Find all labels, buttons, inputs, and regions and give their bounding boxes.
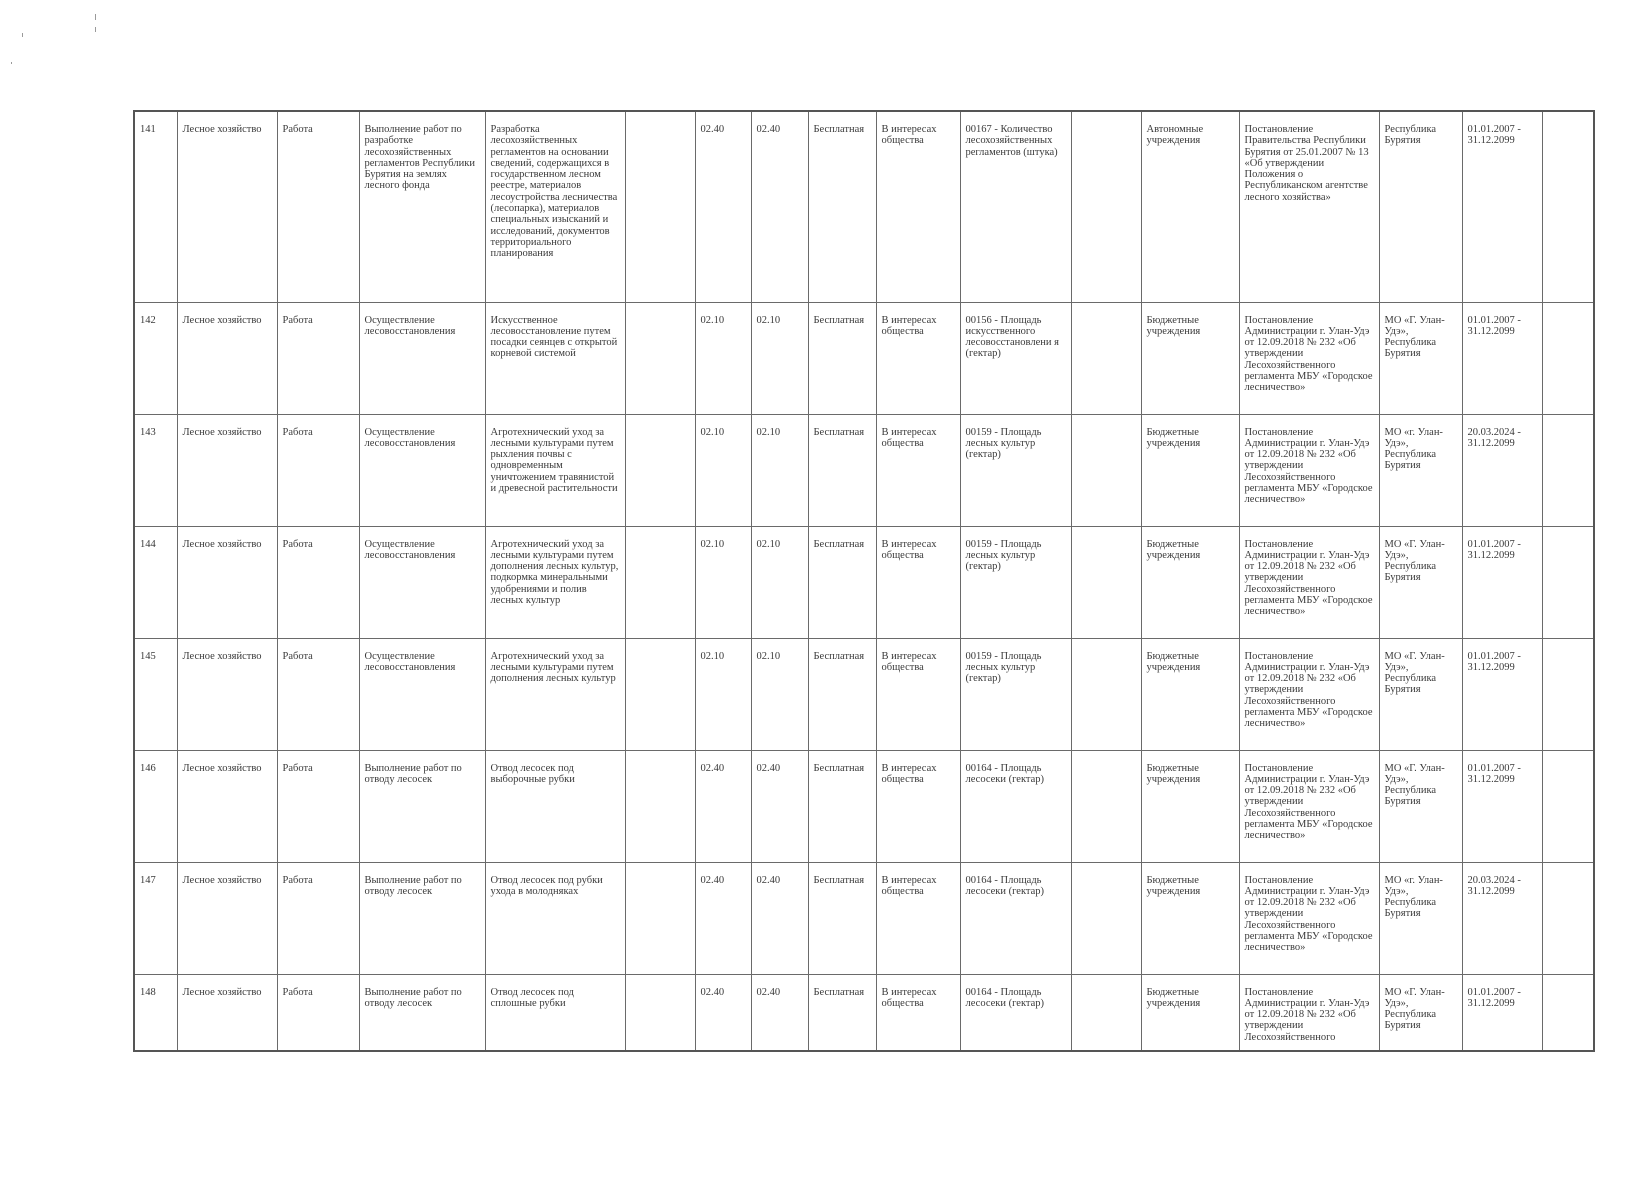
institution-type-cell: Бюджетные учреждения bbox=[1141, 974, 1239, 1051]
empty-cell bbox=[1542, 526, 1594, 638]
payment-cell: Бесплатная bbox=[808, 414, 876, 526]
empty-cell bbox=[1071, 414, 1141, 526]
legal-act-cell: Постановление Правительства Республики Бурятия от 25.01.2007 № 13 «Об утверждении Положения о Республиканском агентстве лесного хозяйства» bbox=[1239, 111, 1379, 302]
table-row bbox=[134, 862, 1594, 974]
empty-cell bbox=[1071, 750, 1141, 862]
institution-type-cell: Бюджетные учреждения bbox=[1141, 862, 1239, 974]
legal-act-cell: Постановление Администрации г. Улан-Удэ от 12.09.2018 № 232 «Об утверждении Лесохозяйственного bbox=[1239, 974, 1379, 1051]
kind-cell: Работа bbox=[277, 414, 359, 526]
period-cell: 01.01.2007 - 31.12.2099 bbox=[1462, 302, 1542, 414]
founder-cell: МО «Г. Улан-Удэ», Республика Бурятия bbox=[1379, 526, 1462, 638]
payment-cell: Бесплатная bbox=[808, 526, 876, 638]
empty-cell bbox=[1542, 111, 1594, 302]
code-cell: 02.40 bbox=[695, 974, 751, 1051]
empty-cell bbox=[625, 526, 695, 638]
sector-cell: Лесное хозяйство bbox=[177, 302, 277, 414]
content-cell: Отвод лесосек под выборочные рубки bbox=[485, 750, 625, 862]
kind-cell: Работа bbox=[277, 111, 359, 302]
code-cell: 02.40 bbox=[751, 111, 808, 302]
period-cell: 20.03.2024 - 31.12.2099 bbox=[1462, 414, 1542, 526]
table-row bbox=[134, 414, 1594, 526]
payment-cell: Бесплатная bbox=[808, 862, 876, 974]
period-cell: 01.01.2007 - 31.12.2099 bbox=[1462, 526, 1542, 638]
row-number: 144 bbox=[134, 526, 177, 638]
kind-cell: Работа bbox=[277, 750, 359, 862]
content-cell: Агротехнический уход за лесными культурами путем рыхления почвы с одновременным уничтожением травянистой и древесной растительности bbox=[485, 414, 625, 526]
scan-speck bbox=[22, 33, 23, 37]
sector-cell: Лесное хозяйство bbox=[177, 526, 277, 638]
code-cell: 02.10 bbox=[695, 302, 751, 414]
consumer-cell: В интересах общества bbox=[876, 750, 960, 862]
service-name-cell: Выполнение работ по отводу лесосек bbox=[359, 974, 485, 1051]
sector-cell: Лесное хозяйство bbox=[177, 111, 277, 302]
empty-cell bbox=[1542, 302, 1594, 414]
consumer-cell: В интересах общества bbox=[876, 414, 960, 526]
row-number: 143 bbox=[134, 414, 177, 526]
kind-cell: Работа bbox=[277, 526, 359, 638]
code-cell: 02.40 bbox=[751, 974, 808, 1051]
sector-cell: Лесное хозяйство bbox=[177, 974, 277, 1051]
code-cell: 02.10 bbox=[751, 414, 808, 526]
row-number: 141 bbox=[134, 111, 177, 302]
consumer-cell: В интересах общества bbox=[876, 862, 960, 974]
founder-cell: МО «г. Улан-Удэ», Республика Бурятия bbox=[1379, 862, 1462, 974]
consumer-cell: В интересах общества bbox=[876, 974, 960, 1051]
table-row bbox=[134, 526, 1594, 638]
scan-speck bbox=[95, 27, 96, 32]
legal-act-cell: Постановление Администрации г. Улан-Удэ от 12.09.2018 № 232 «Об утверждении Лесохозяйственного регламента МБУ «Городское лесничество» bbox=[1239, 302, 1379, 414]
payment-cell: Бесплатная bbox=[808, 302, 876, 414]
founder-cell: Республика Бурятия bbox=[1379, 111, 1462, 302]
table-row bbox=[134, 302, 1594, 414]
institution-type-cell: Бюджетные учреждения bbox=[1141, 638, 1239, 750]
table-body bbox=[134, 111, 1594, 1051]
row-number: 145 bbox=[134, 638, 177, 750]
legal-act-cell: Постановление Администрации г. Улан-Удэ от 12.09.2018 № 232 «Об утверждении Лесохозяйственного регламента МБУ «Городское лесничество» bbox=[1239, 638, 1379, 750]
row-number: 147 bbox=[134, 862, 177, 974]
service-name-cell: Выполнение работ по отводу лесосек bbox=[359, 750, 485, 862]
institution-type-cell: Бюджетные учреждения bbox=[1141, 302, 1239, 414]
consumer-cell: В интересах общества bbox=[876, 526, 960, 638]
founder-cell: МО «Г. Улан-Удэ», Республика Бурятия bbox=[1379, 974, 1462, 1051]
institution-type-cell: Бюджетные учреждения bbox=[1141, 526, 1239, 638]
period-cell: 20.03.2024 - 31.12.2099 bbox=[1462, 862, 1542, 974]
payment-cell: Бесплатная bbox=[808, 111, 876, 302]
institution-type-cell: Бюджетные учреждения bbox=[1141, 750, 1239, 862]
period-cell: 01.01.2007 - 31.12.2099 bbox=[1462, 974, 1542, 1051]
service-name-cell: Осуществление лесовосстановления bbox=[359, 414, 485, 526]
service-name-cell: Осуществление лесовосстановления bbox=[359, 302, 485, 414]
empty-cell bbox=[1542, 638, 1594, 750]
legal-act-cell: Постановление Администрации г. Улан-Удэ от 12.09.2018 № 232 «Об утверждении Лесохозяйственного регламента МБУ «Городское лесничество» bbox=[1239, 526, 1379, 638]
empty-cell bbox=[1542, 750, 1594, 862]
services-register-table bbox=[133, 110, 1595, 1052]
row-number: 146 bbox=[134, 750, 177, 862]
founder-cell: МО «г. Улан-Удэ», Республика Бурятия bbox=[1379, 414, 1462, 526]
kind-cell: Работа bbox=[277, 862, 359, 974]
legal-act-cell: Постановление Администрации г. Улан-Удэ от 12.09.2018 № 232 «Об утверждении Лесохозяйственного регламента МБУ «Городское лесничество» bbox=[1239, 862, 1379, 974]
content-cell: Отвод лесосек под рубки ухода в молодняках bbox=[485, 862, 625, 974]
table-row bbox=[134, 750, 1594, 862]
empty-cell bbox=[625, 414, 695, 526]
legal-act-cell: Постановление Администрации г. Улан-Удэ от 12.09.2018 № 232 «Об утверждении Лесохозяйственного регламента МБУ «Городское лесничество» bbox=[1239, 750, 1379, 862]
indicator-cell: 00156 - Площадь искусственного лесовосстановлени я (гектар) bbox=[960, 302, 1071, 414]
content-cell: Агротехнический уход за лесными культурами путем дополнения лесных культур bbox=[485, 638, 625, 750]
table-row bbox=[134, 111, 1594, 302]
indicator-cell: 00164 - Площадь лесосеки (гектар) bbox=[960, 750, 1071, 862]
kind-cell: Работа bbox=[277, 974, 359, 1051]
indicator-cell: 00164 - Площадь лесосеки (гектар) bbox=[960, 862, 1071, 974]
row-number: 148 bbox=[134, 974, 177, 1051]
code-cell: 02.40 bbox=[751, 750, 808, 862]
consumer-cell: В интересах общества bbox=[876, 638, 960, 750]
empty-cell bbox=[625, 974, 695, 1051]
content-cell: Разработка лесохозяйственных регламентов на основании сведений, содержащихся в государственном лесном реестре, материалов лесоустройства лесничества (лесопарка), материалов специальных изысканий и исследований, документов территориального планирования bbox=[485, 111, 625, 302]
service-name-cell: Выполнение работ по отводу лесосек bbox=[359, 862, 485, 974]
indicator-cell: 00159 - Площадь лесных культур (гектар) bbox=[960, 414, 1071, 526]
empty-cell bbox=[625, 302, 695, 414]
content-cell: Искусственное лесовосстановление путем посадки сеянцев с открытой корневой системой bbox=[485, 302, 625, 414]
empty-cell bbox=[1071, 862, 1141, 974]
code-cell: 02.10 bbox=[695, 526, 751, 638]
scan-speck bbox=[11, 62, 12, 64]
empty-cell bbox=[1071, 302, 1141, 414]
legal-act-cell: Постановление Администрации г. Улан-Удэ от 12.09.2018 № 232 «Об утверждении Лесохозяйственного регламента МБУ «Городское лесничество» bbox=[1239, 414, 1379, 526]
period-cell: 01.01.2007 - 31.12.2099 bbox=[1462, 111, 1542, 302]
content-cell: Отвод лесосек под сплошные рубки bbox=[485, 974, 625, 1051]
period-cell: 01.01.2007 - 31.12.2099 bbox=[1462, 638, 1542, 750]
kind-cell: Работа bbox=[277, 638, 359, 750]
empty-cell bbox=[1071, 974, 1141, 1051]
empty-cell bbox=[1542, 862, 1594, 974]
code-cell: 02.10 bbox=[695, 414, 751, 526]
service-name-cell: Осуществление лесовосстановления bbox=[359, 526, 485, 638]
table-row bbox=[134, 974, 1594, 1051]
code-cell: 02.10 bbox=[751, 302, 808, 414]
code-cell: 02.40 bbox=[751, 862, 808, 974]
period-cell: 01.01.2007 - 31.12.2099 bbox=[1462, 750, 1542, 862]
founder-cell: МО «Г. Улан-Удэ», Республика Бурятия bbox=[1379, 750, 1462, 862]
sector-cell: Лесное хозяйство bbox=[177, 638, 277, 750]
row-number: 142 bbox=[134, 302, 177, 414]
service-name-cell: Выполнение работ по разработке лесохозяйственных регламентов Республики Бурятия на землях лесного фонда bbox=[359, 111, 485, 302]
empty-cell bbox=[1542, 414, 1594, 526]
consumer-cell: В интересах общества bbox=[876, 111, 960, 302]
institution-type-cell: Бюджетные учреждения bbox=[1141, 414, 1239, 526]
empty-cell bbox=[1071, 526, 1141, 638]
code-cell: 02.40 bbox=[695, 862, 751, 974]
payment-cell: Бесплатная bbox=[808, 750, 876, 862]
table-row bbox=[134, 638, 1594, 750]
sector-cell: Лесное хозяйство bbox=[177, 414, 277, 526]
founder-cell: МО «Г. Улан-Удэ», Республика Бурятия bbox=[1379, 638, 1462, 750]
code-cell: 02.10 bbox=[695, 638, 751, 750]
code-cell: 02.40 bbox=[695, 750, 751, 862]
sector-cell: Лесное хозяйство bbox=[177, 862, 277, 974]
indicator-cell: 00164 - Площадь лесосеки (гектар) bbox=[960, 974, 1071, 1051]
empty-cell bbox=[625, 862, 695, 974]
institution-type-cell: Автономные учреждения bbox=[1141, 111, 1239, 302]
empty-cell bbox=[625, 111, 695, 302]
scan-speck bbox=[95, 14, 96, 20]
indicator-cell: 00159 - Площадь лесных культур (гектар) bbox=[960, 638, 1071, 750]
payment-cell: Бесплатная bbox=[808, 638, 876, 750]
empty-cell bbox=[1542, 974, 1594, 1051]
sector-cell: Лесное хозяйство bbox=[177, 750, 277, 862]
empty-cell bbox=[625, 750, 695, 862]
code-cell: 02.40 bbox=[695, 111, 751, 302]
payment-cell: Бесплатная bbox=[808, 974, 876, 1051]
indicator-cell: 00159 - Площадь лесных культур (гектар) bbox=[960, 526, 1071, 638]
empty-cell bbox=[1071, 638, 1141, 750]
content-cell: Агротехнический уход за лесными культурами путем дополнения лесных культур, подкормка минеральными удобрениями и полив лесных культур bbox=[485, 526, 625, 638]
service-name-cell: Осуществление лесовосстановления bbox=[359, 638, 485, 750]
empty-cell bbox=[1071, 111, 1141, 302]
consumer-cell: В интересах общества bbox=[876, 302, 960, 414]
code-cell: 02.10 bbox=[751, 526, 808, 638]
empty-cell bbox=[625, 638, 695, 750]
code-cell: 02.10 bbox=[751, 638, 808, 750]
founder-cell: МО «Г. Улан-Удэ», Республика Бурятия bbox=[1379, 302, 1462, 414]
indicator-cell: 00167 - Количество лесохозяйственных регламентов (штука) bbox=[960, 111, 1071, 302]
kind-cell: Работа bbox=[277, 302, 359, 414]
